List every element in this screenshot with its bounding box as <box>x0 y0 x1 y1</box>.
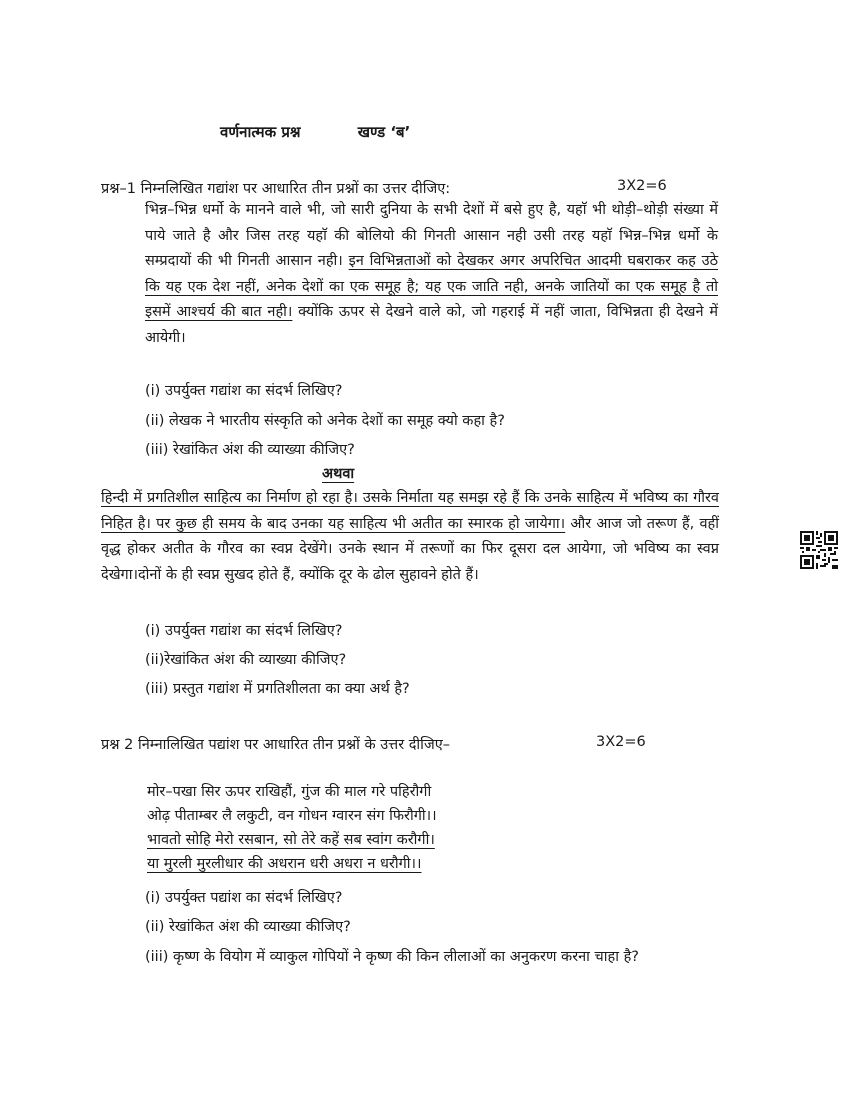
q1-sub-iii: (iii) रेखांकित अंश की व्याख्या कीजिए? <box>145 442 355 458</box>
poem-line-underlined: या मुरली मुरलीधार की अधरान धरी अधरा न धरौगी।। <box>147 856 422 872</box>
poem-line-underlined: भावतो सोहि मेरो रसबान, सो तेरे कहें सब स्वांग करौगी। <box>147 832 435 848</box>
qr-code-icon <box>800 531 838 569</box>
q1-passage-rest: क्योंकि ऊपर से देखने वाले को, जो गहराई में नहीं जाता, विभिन्नता ही देखने में आयेगी। <box>145 304 718 346</box>
alt-sub-ii: (ii)रेखांकित अंश की व्याख्या कीजिए? <box>145 652 347 668</box>
q1-sub-ii: (ii) लेखक ने भारतीय संस्कृति को अनेक देशों का समूह क्यो कहा है? <box>145 413 505 429</box>
alt-passage-rest: और आज जो तरूण हैं, वहीं वृद्ध होकर अतीत के गौरव का स्वप्न देखेंगे। उनके स्थान में तरूणों का फिर दूसरा दल आयेगा, जो भविष्य का स्वप्न देखेगा।दोनों के ही स्वप्न सुखद होते हैं, क्योंकि दूर के ढोल सुहावने होते हैं। <box>101 515 720 583</box>
q1-passage-underlined: इन विभिन्नताओं को देखकर अगर अपरिचित आदमी घबराकर कह उठे कि यह एक देश नहीं, अनेक देशों का एक समूह है; यह एक जाति नही, अनके जातियों का एक समूह है तो इसमें आश्चर्य की बात नही। <box>145 253 719 320</box>
q1-passage <box>145 198 718 351</box>
section-khand: खण्ड ‘ब’ <box>357 123 411 141</box>
poem-line: मोर–पखा सिर ऊपर राखिहौं, गुंज की माल गरे पहिरौगी <box>147 784 432 800</box>
q1-passage-plain: भिन्न–भिन्न धर्मो के मानने वाले भी, जो सारी दुनिया के सभी देशों में बसे हुए है, यहाॅ भी थोड़ी–थोड़ी संख्या में पाये जाते है और जिस तरह यहाॅ की बोलियो की गिनती आसान नही उसी तरह यहाॅ भिन्न–भिन्न धर्मो के सम्प्रदायों की भी गिनती आसान नही। <box>145 202 718 269</box>
section-title: वर्णनात्मक प्रश्न <box>220 123 301 141</box>
q2-marks: 3X2=6 <box>596 734 646 750</box>
q2-sub-ii: (ii) रेखांकित अंश की व्याख्या कीजिए? <box>145 919 351 935</box>
q2-sub-iii: (iii) कृष्ण के वियोग में व्याकुल गोपियों ने कृष्ण की किन लीलाओं का अनुकरण करना चाहा है? <box>145 949 639 965</box>
q2-sub-i: (i) उपर्युक्त पद्यांश का संदर्भ लिखिए? <box>145 890 343 906</box>
q1-label: प्रश्न–1 निम्नलिखित गद्यांश पर आधारित तीन प्रश्नों का उत्तर दीजिए: <box>101 181 451 197</box>
poem-line: ओढ़ पीताम्बर लै लकुटी, वन गोधन ग्वारन संग फिरौगी।। <box>147 808 437 824</box>
alt-sub-i: (i) उपर्युक्त गद्यांश का संदर्भ लिखिए? <box>145 623 343 639</box>
athva-heading: अथवा <box>322 466 355 482</box>
alt-passage-underlined: हिन्दी में प्रगतिशील साहित्य का निर्माण हो रहा है। उसके निर्माता यह समझ रहे हैं कि उनके साहित्य में भविष्य का गौरव निहित है। पर कुछ ही समय के बाद उनका यह साहित्य भी अतीत का स्मारक हो जायेगा। <box>101 490 719 532</box>
alt-passage <box>101 486 719 588</box>
q1-sub-i: (i) उपर्युक्त गद्यांश का संदर्भ लिखिए? <box>145 383 343 399</box>
q1-marks: 3X2=6 <box>617 178 667 194</box>
q2-label: प्रश्न 2 निम्नालिखित पद्यांश पर आधारित तीन प्रश्नों के उत्तर दीजिए– <box>101 737 450 753</box>
alt-sub-iii: (iii) प्रस्तुत गद्यांश में प्रगतिशीलता का क्या अर्थ है? <box>145 681 410 697</box>
section-heading <box>220 122 410 142</box>
q2-poem <box>147 780 437 876</box>
